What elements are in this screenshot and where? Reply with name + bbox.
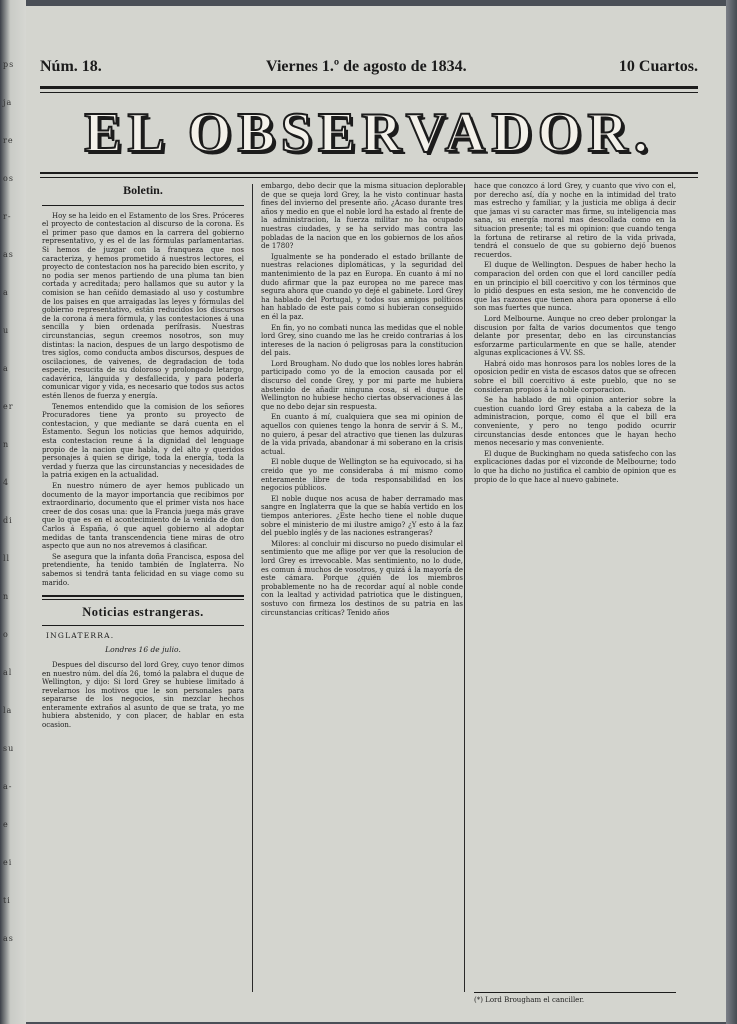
article-paragraph: Se asegura que la infanta doña Francisca, esposa del pretendiente, ha tenido también de Inglaterra. No sabemos si tendrá tanta felicidad en su viage como su marido. [42,552,244,587]
column-3 [474,182,676,994]
margin-fragment: a- [3,782,13,791]
country-subhead: INGLATERRA. [46,630,115,640]
article-paragraph: Hoy se ha leido en el Estamento de los Sres. Próceres el proyecto de contestacion al discurso de la corona. Es el primer paso que damos en la carrera del gobierno representativo, y es el de las fórmulas parlamentarias. Si hemos de juzgar con la franqueza que nos caracteriza, y hemos prometido á nuestros lectores, el proyecto de contestacion nos ha parecido bien escrito, y no podia ser menos partiendo de una pluma tan bien cortada y acreditada; pero hallamos que su autor y la comision se han ceñido demasiado al uso y costumbre de los paises en que arraigadas las leyes y fórmulas del gobierno representativo, están reducidos los discursos de la corona á mera fórmula, y las contestaciones á una sencilla y bien ordenada perífrasis. Nuestras circunstancias, segun creemos nosotros, son muy distintas: la nacion, despues de un largo despotismo de tres siglos, como conducta ambos discursos, despues de oscilaciones, de vaivenes, de degradacion de toda especie, resucita de su doloroso y prolongado letargo, cadavérica, lánguida y desfallecida, y para poderla comunicar vigor y vida, es necesario que todos sus actos estén llenos de fuerza y energía. [42,211,244,401]
masthead-rule-thick [40,172,698,174]
article-paragraph: Milores: al concluir mi discurso no puedo disimular el sentimiento que me aflige por ver que la resolucion de lord Grey es irrevocable. Mas sentimiento, no lo dude, es comun á muchos de vosotros, y quizá á la mayoría de este cámara. Porque ¿quién de los miembros probablemente no ha de recordar aquí al noble conde con la lealtad y actividad patriotica que le distinguen, sostuvo con firmeza los destinos de su patria en las circunstancias críticas? Tenido años [261,539,463,617]
margin-fragment: re [3,136,14,145]
margin-fragment: 4 [3,478,10,487]
article-paragraph: Se ha hablado de mi opinion anterior sobre la cuestion cuando lord Grey estaba a la cabeza de la administracion, porque, como él que el bill era conveniente, y pero no tengo podido ocurrir circunstancias desde entonces que le hayan hecho menos necesario y mas conveniente. [474,396,676,448]
article-paragraph: En cuanto á mí, cualquiera que sea mi opinion de aquellos con quienes tengo la honra de servir á S. M., no quiero, á pesar del atractivo que tienen las dulzuras de la vida privada, abandonar á mi soberano en la crisis actual. [261,413,463,456]
issue-number: Núm. 18. [40,58,102,75]
adjacent-page-margin [0,0,26,1024]
article-paragraph: El duque de Wellington. Despues de haber hecho la comparacion del orden con que el lord canciller pedía en un principio el bill coercitivo y con los términos que lo pidió despues en esta sesion, me he convencido de que las razones que tienen ahora para oponerse á ello son mas fuertes que nunca. [474,261,676,313]
margin-fragment: ja [3,98,13,107]
foreign-news-heading: Noticias estrangeras. [82,605,204,620]
article-paragraph: Despues del discurso del lord Grey, cuyo tenor dimos en nuestro núm. del día 26, tomó la palabra el duque de Wellington, y dijo: Si lord Grey se hubiese limitado á revelarnos los motivos que le son personales para separarse de los negocios, sin mezclar hechos enteramente extraños al asunto de que se trata, yo me hubiera abstenido, y con placer, de hablar en esta ocasion. [42,660,244,730]
margin-fragment: as [3,934,14,943]
masthead-title: EL OBSERVADOR. [84,102,654,164]
column-1 [42,182,244,982]
article-paragraph: Lord Brougham. No dudo que los nobles lores habrán participado como yo de la emocion causada por el discurso del conde Grey, y por mi parte me hubiera abstenido de añadir ninguna cosa, si el duque de Wellington no hubiese hecho ciertas observaciones á las que no debo dejar sin respuesta. [261,359,463,411]
margin-fragment: ps [3,60,15,69]
article-paragraph: hace que conozco á lord Grey, y cuanto que vivo con el, por derecho así, día y noche en la intimidad del trato mas estrecho y familiar, y la justicia me obliga á decir que jamas vi su caracter mas firme, su inteligencia mas sana, su energía moral mas descollada como en la situacion presente; tal es mi opinion: que cuando tenga la fortuna de retirarse al retiro de la vida privada, tendrá el consuelo de que su gobierno dejó buenos recuerdos. [474,182,676,259]
margin-fragment: n [3,440,10,449]
column-2 [261,182,463,982]
article-paragraph: En nuestro número de ayer hemos publicado un documento de la mayor importancia que recibimos por extraordinario, documento que el primer vista nos hace creer de dos cosas una: que la Francia juega más grave que lo que es en el acontecimiento de la venida de don Carlos á España, ó que aquel gobierno al adoptar medidas de tanta transcendencia tiene miras de otro aspecto que aun no nos atrevemos á clasificar. [42,482,244,551]
article-paragraph: Lord Melbourne. Aunque no creo deber prolongar la discusion por falta de varios documentos que tengo delante por presentar, debo en las circunstancias esforzarme particularmente en que se halle, atender algunas explicaciones á VV. SS. [474,314,676,358]
scan-edge [726,0,737,1024]
margin-fragment: ti [3,896,11,905]
heading-rule [42,205,244,206]
margin-fragment: e [3,820,9,829]
margin-fragment: r- [3,212,12,221]
column-divider [464,184,465,992]
section-rule [42,595,244,600]
margin-fragment: di [3,516,13,525]
article-paragraph: embargo, debo decir que la misma situacion deplorable de que se queja lord Grey, la he visto continuar hasta fines del invierno del presente año. ¿Acaso durante tres años y medio en que el noble lord ha estado al frente de la administracion, la fuerza militar no ha ocupado nuestras ciudades, y se ha servido mas contra las pobladas de la nacion que en los gobiernos de los años de 1780? [261,182,463,251]
margin-fragment: o [3,630,9,639]
margin-fragment: os [3,174,14,183]
margin-fragment: la [3,706,13,715]
margin-fragment: ll [3,554,11,563]
masthead-rule-thin [40,177,698,178]
article-paragraph: En fin, yo no combati nunca las medidas que el noble lord Grey, sino cuando me las he creido contrarias á los intereses de la nacion ó peligrosas para la constitucion del pais. [261,323,463,358]
column-divider [252,184,253,992]
article-paragraph: Igualmente se ha ponderado el estado brillante de nuestras relaciones diplomáticas, y la seguridad del mantenimiento de la paz en Europa. En cuanto á mí no dudo afirmar que la paz europea no me parece mas segura ahora que cuando yo dejé el gabinete. Lord Grey ha hablado del Portugal, y todos sus amigos políticos han hablado de este pais como si hubieran conseguido en él la paz. [261,252,463,321]
margin-fragment: su [3,744,15,753]
issue-price: 10 Cuartos. [618,58,698,75]
margin-fragment: er [3,402,14,411]
issue-date: Viernes 1.º de agosto de 1834. [266,58,467,75]
newspaper-page [26,6,726,1022]
margin-fragment: al [3,668,13,677]
article-paragraph: El noble duque de Wellington se ha equivocado, si ha creido que yo me consideraba á mí mismo como enteramente libre de toda responsabilidad en los negocios públicos. [261,458,463,493]
margin-fragment: a [3,288,9,297]
margin-fragment: ei [3,858,13,867]
margin-fragment: a [3,364,9,373]
margin-fragment: as [3,250,14,259]
boletin-heading: Boletin. [123,183,163,197]
issue-line [40,54,698,80]
margin-fragment: n [3,592,10,601]
article-paragraph: Tenemos entendido que la comision de los señores Procuradores tiene ya pronto su proyecto de contestacion, y que mediante se dará cuenta en el Estamento. Segun los noticias que hemos adquirido, esta contestacion reune á la dignidad del lenguage propio de la nacion que habla, y del alto y queridos personajes á quien se dirige, toda la energía, toda la verdad y fuerza que las circunstancias y necesidades de la patria exigen en la actualidad. [42,402,244,480]
heading-rule [42,625,244,626]
article-paragraph: El noble duque nos acusa de haber derramado mas sangre en Inglaterra que la que se había vertido en los tiempos anteriores. ¿Este hecho tiene el noble duque sobre el ministerio de mi ilustre amigo? ¿Y esto á la faz del pueblo inglés y de las naciones estrangeras? [261,494,463,538]
header-rule-thin [40,92,698,93]
header-rule-thick [40,86,698,89]
margin-fragment: u [3,326,10,335]
article-paragraph: El duque de Buckingham no queda satisfecho con las explicaciones dadas por el vizconde de Melbourne; todo lo que ha dicho no justifica el cambio de opinion que es propio de lo que hace al nuevo gabinete. [474,449,676,484]
footnote: (*) Lord Brougham el canciller. [474,992,676,1004]
dateline: Londres 16 de julio. [105,645,181,655]
article-paragraph: Habrá oido mas honrosos para los nobles lores de la oposicion pedir en vista de escasos datos que se ofrecen sobre el bill coercitivo á este pueblo, que no se consideran propios á la noble corporacion. [474,359,676,394]
